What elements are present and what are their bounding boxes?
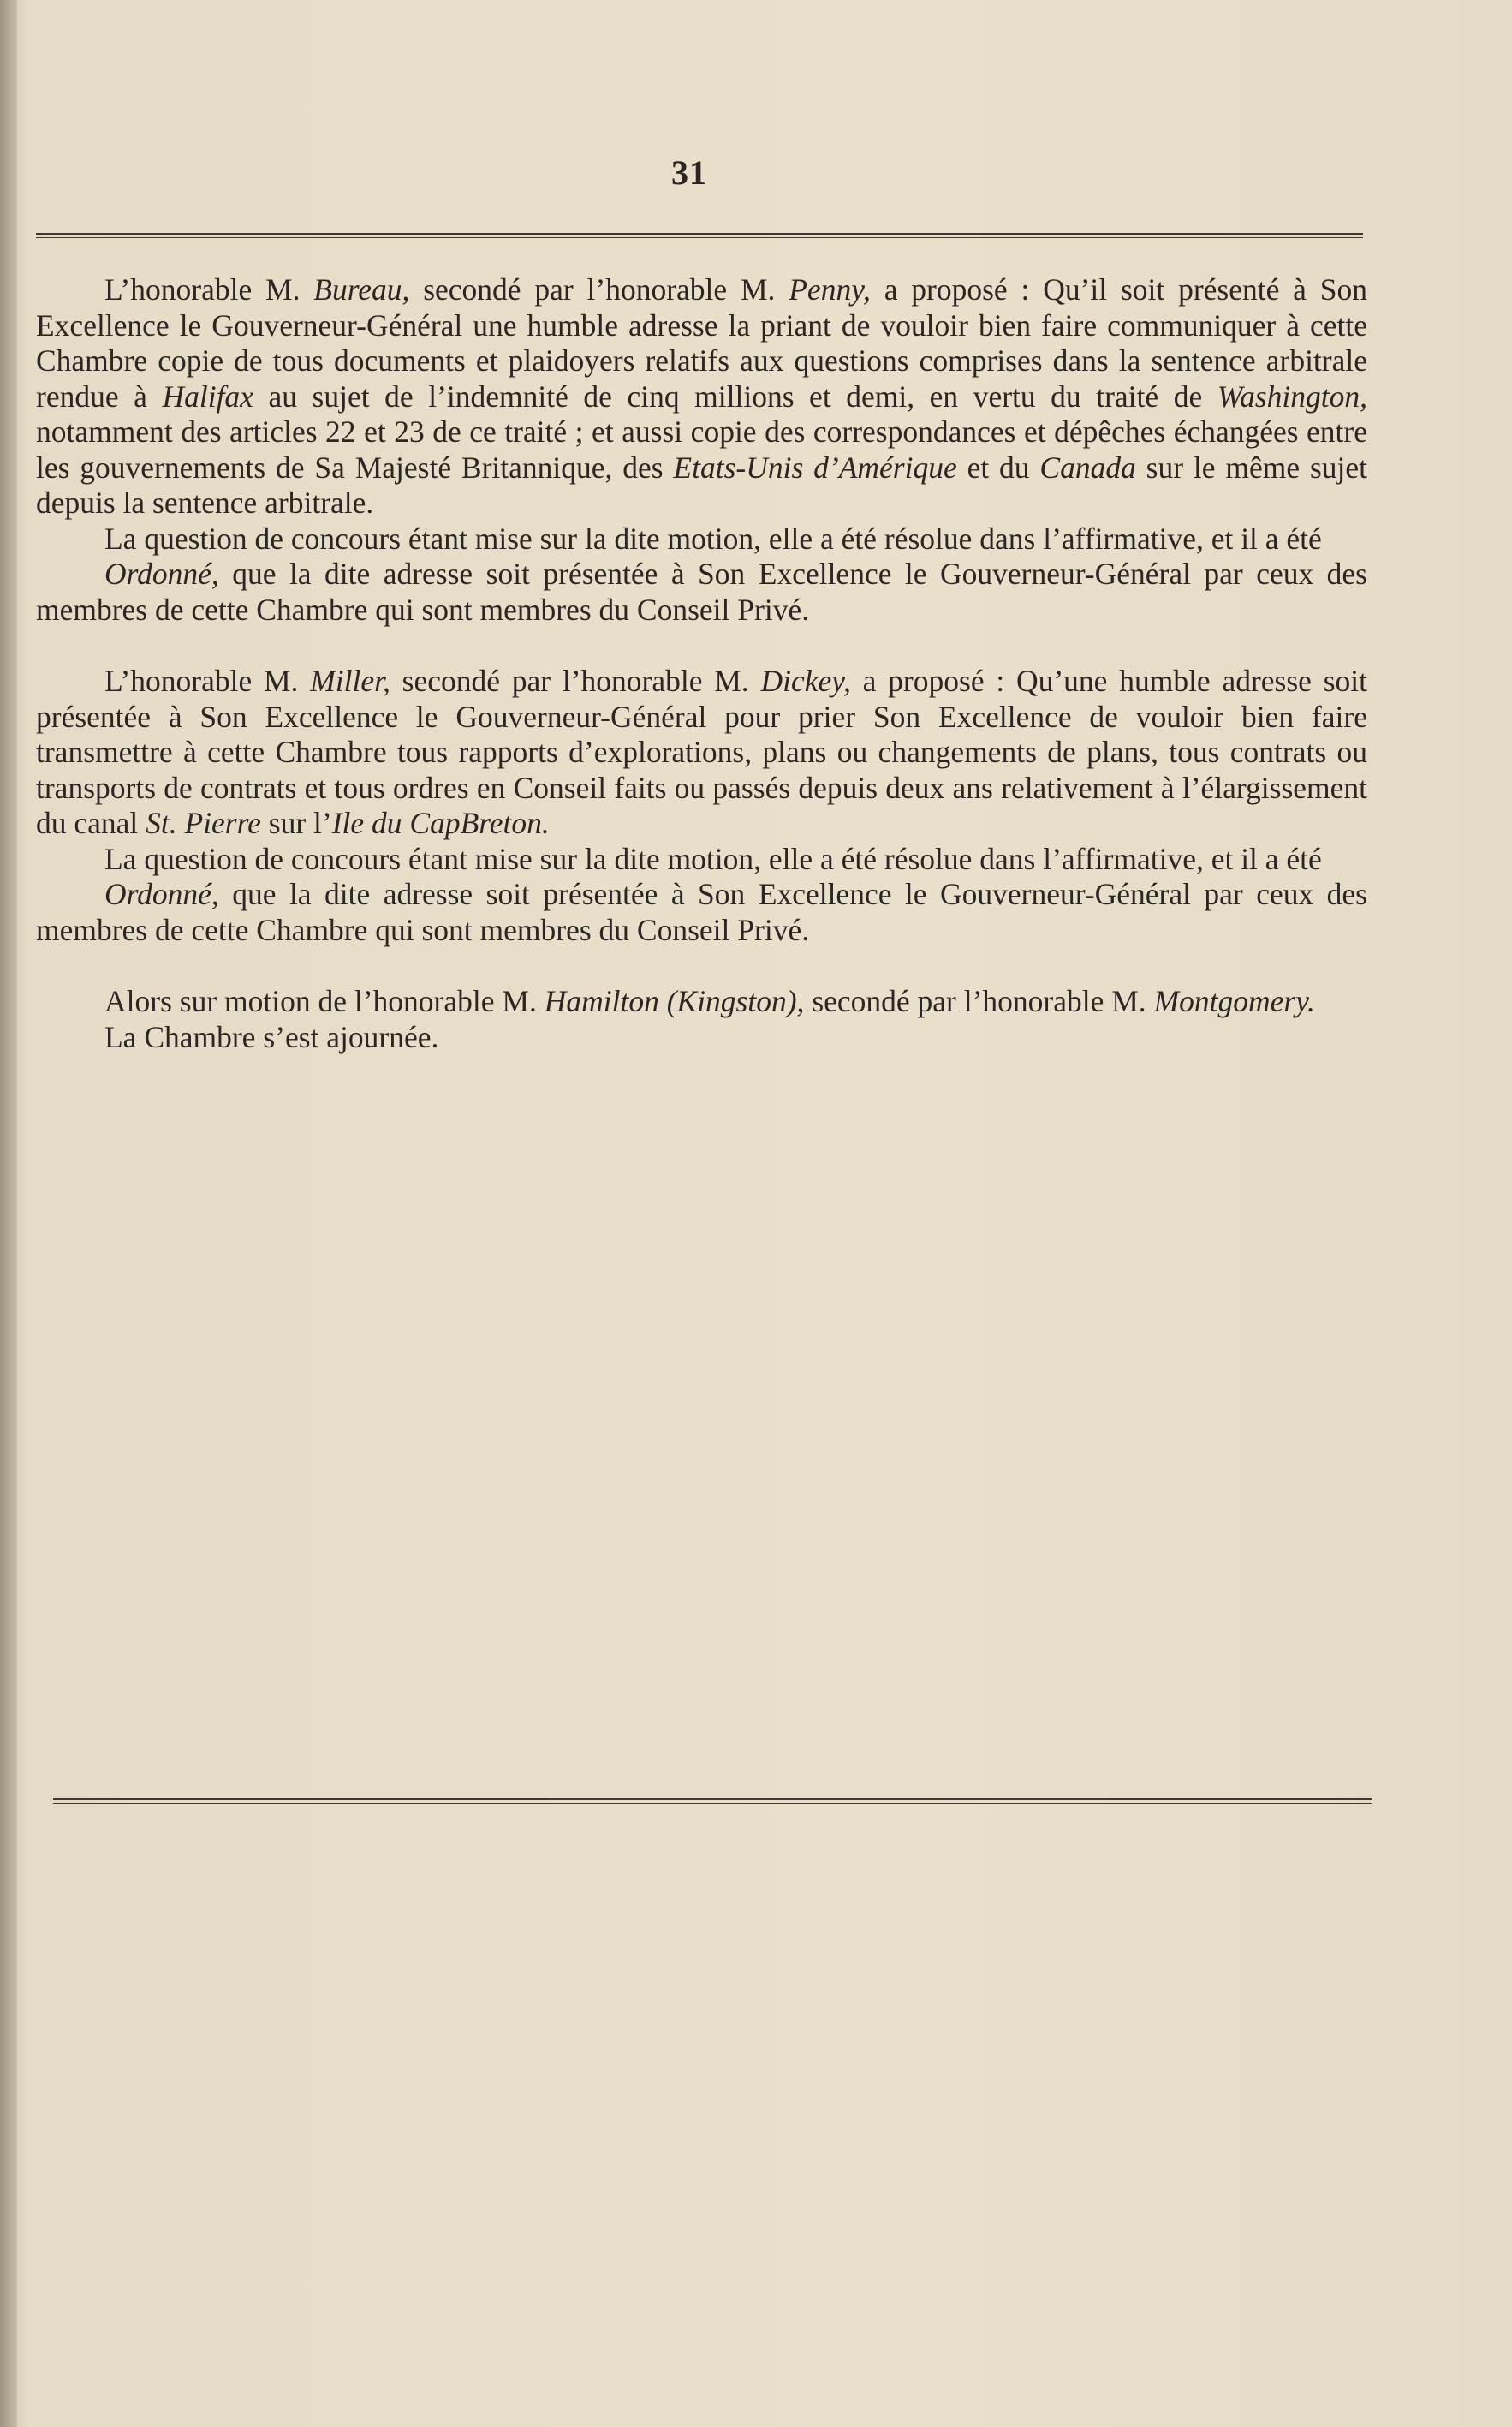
motion-miller-paragraph: L’honorable M. Miller, secondé par l’honorable M. Dickey, a proposé : Qu’une humble adresse soit présentée à Son Excellence le Gouverneur-Général pour prier Son Excellence de vouloir bien faire transmettre à cette Chambre tous rapports d’explorations, plans ou changements de plans, tous contrats ou transports de contrats et tous ordres en Conseil faits ou passés depuis deux ans relativement à l’élargissement du canal St. Pierre sur l’Ile du CapBreton.	[36, 664, 1367, 840]
order-paragraph: Ordonné, que la dite adresse soit présentée à Son Excellence le Gouverneur-Général par ceux des membres de cette Chambre qui sont membres du Conseil Privé.	[36, 557, 1367, 627]
mover-name: Miller,	[310, 664, 390, 698]
place-name: St. Pierre	[146, 806, 261, 840]
place-name: Ile du CapBreton.	[331, 806, 550, 840]
bottom-rule	[53, 1798, 1372, 1804]
place-name: Washington,	[1217, 379, 1368, 414]
place-name: Halifax	[162, 379, 253, 414]
question-paragraph: La question de concours étant mise sur la dite motion, elle a été résolue dans l’affirmative, et il a été	[104, 521, 1322, 556]
order-paragraph: Ordonné, que la dite adresse soit présentée à Son Excellence le Gouverneur-Général par ceux des membres de cette Chambre qui sont membres du Conseil Privé.	[36, 877, 1367, 947]
top-rule	[36, 233, 1363, 238]
motion-bureau-paragraph: L’honorable M. Bureau, secondé par l’honorable M. Penny, a proposé : Qu’il soit présenté à Son Excellence le Gouverneur-Général une humble adresse la priant de vouloir bien faire communiquer à cette Chambre copie de tous documents et plaidoyers relatifs aux questions comprises dans la sentence arbitrale rendue à Halifax au sujet de l’indemnité de cinq millions et demi, en vertu du traité de Washington, notamment des articles 22 et 23 de ce traité ; et aussi copie des correspondances et dépêches échangées entre les gouvernements de Sa Majesté Britannique, des Etats-Unis d’Amérique et du Canada sur le même sujet depuis la sentence arbitrale.	[36, 272, 1368, 520]
seconder-name: Penny,	[789, 272, 871, 307]
adjournment-motion-paragraph: Alors sur motion de l’honorable M. Hamilton (Kingston), secondé par l’honorable M. Montgomery.	[104, 984, 1315, 1018]
page-number: 31	[671, 153, 707, 192]
place-name: Canada	[1039, 450, 1136, 485]
seconder-name: Dickey,	[760, 664, 851, 698]
ordered-label: Ordonné,	[104, 557, 219, 591]
adjournment-paragraph: La Chambre s’est ajournée.	[104, 1019, 439, 1054]
journal-text	[36, 272, 1367, 1055]
seconder-name: Montgomery.	[1153, 984, 1315, 1018]
book-binding-edge	[0, 0, 17, 2427]
question-paragraph: La question de concours étant mise sur la dite motion, elle a été résolue dans l’affirmative, et il a été	[104, 841, 1322, 876]
ordered-label: Ordonné,	[104, 877, 219, 911]
mover-name: Hamilton (Kingston),	[544, 984, 805, 1018]
place-name: Etats-Unis d’Amérique	[673, 450, 957, 485]
mover-name: Bureau,	[313, 272, 410, 307]
